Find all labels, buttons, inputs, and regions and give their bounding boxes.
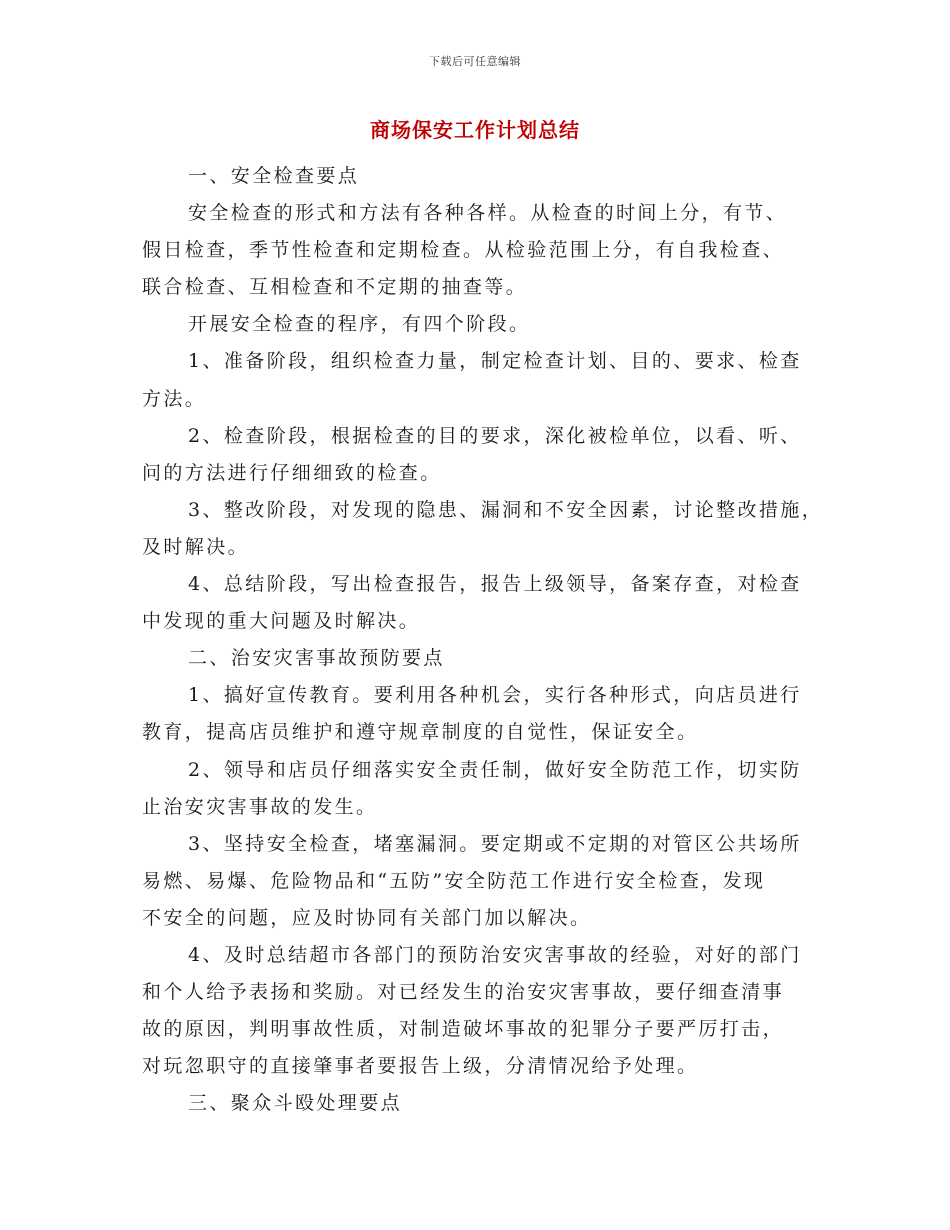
text-line: 1、搞好宣传教育。要利用各种机会，实行各种形式，向店员进行 [188,684,802,707]
text-line: 3、坚持安全检查，堵塞漏洞。要定期或不定期的对管区公共场所 [188,832,802,855]
text-line: 4、总结阶段，写出检查报告，报告上级领导，备案存查，对检查 [188,573,802,596]
text-line: 开展安全检查的程序，有四个阶段。 [188,313,531,336]
document-title: 商场保安工作计划总结 [370,118,580,142]
text-line: 联合检查、互相检查和不定期的抽查等。 [142,276,528,299]
text-line: 4、及时总结超市各部门的预防治安灾害事故的经验，对好的部门 [188,943,802,966]
text-line: 一、安全检查要点 [188,165,360,187]
header-note: 下载后可任意编辑 [429,55,521,68]
text-line: 方法。 [142,387,207,410]
text-line: 3、整改阶段，对发现的隐患、漏洞和不安全因素，讨论整改措施， [188,498,824,521]
text-line: 二、治安灾害事故预防要点 [188,647,445,670]
text-line: 易燃、易爆、危险物品和“五防”安全防范工作进行安全检查，发现 [142,869,766,892]
text-line: 安全检查的形式和方法有各种各样。从检查的时间上分，有节、 [188,202,788,225]
text-line: 1、准备阶段，组织检查力量，制定检查计划、目的、要求、检查 [188,350,802,373]
text-line: 2、领导和店员仔细落实安全责任制，做好安全防范工作，切实防 [188,758,802,781]
text-line: 对玩忽职守的直接肇事者要报告上级，分清情况给予处理。 [142,1055,699,1078]
text-line: 止治安灾害事故的发生。 [142,795,378,818]
text-line: 和个人给予表扬和奖励。对已经发生的治安灾害事故，要仔细查清事 [142,981,785,1004]
document-body [142,158,824,1122]
text-line: 及时解决。 [142,535,250,558]
text-line: 三、聚众斗殴处理要点 [188,1092,403,1115]
text-line: 问的方法进行仔细细致的检查。 [142,461,442,484]
text-line: 假日检查，季节性检查和定期检查。从检验范围上分，有自我检查、 [142,239,785,262]
text-line: 中发现的重大问题及时解决。 [142,610,421,633]
text-line: 故的原因，判明事故性质，对制造破坏事故的犯罪分子要严厉打击， [142,1018,785,1041]
text-line: 2、检查阶段，根据检查的目的要求，深化被检单位，以看、听、 [188,424,802,447]
text-line: 教育，提高店员维护和遵守规章制度的自觉性，保证安全。 [142,721,699,744]
text-line: 不安全的问题，应及时协同有关部门加以解决。 [142,906,592,929]
